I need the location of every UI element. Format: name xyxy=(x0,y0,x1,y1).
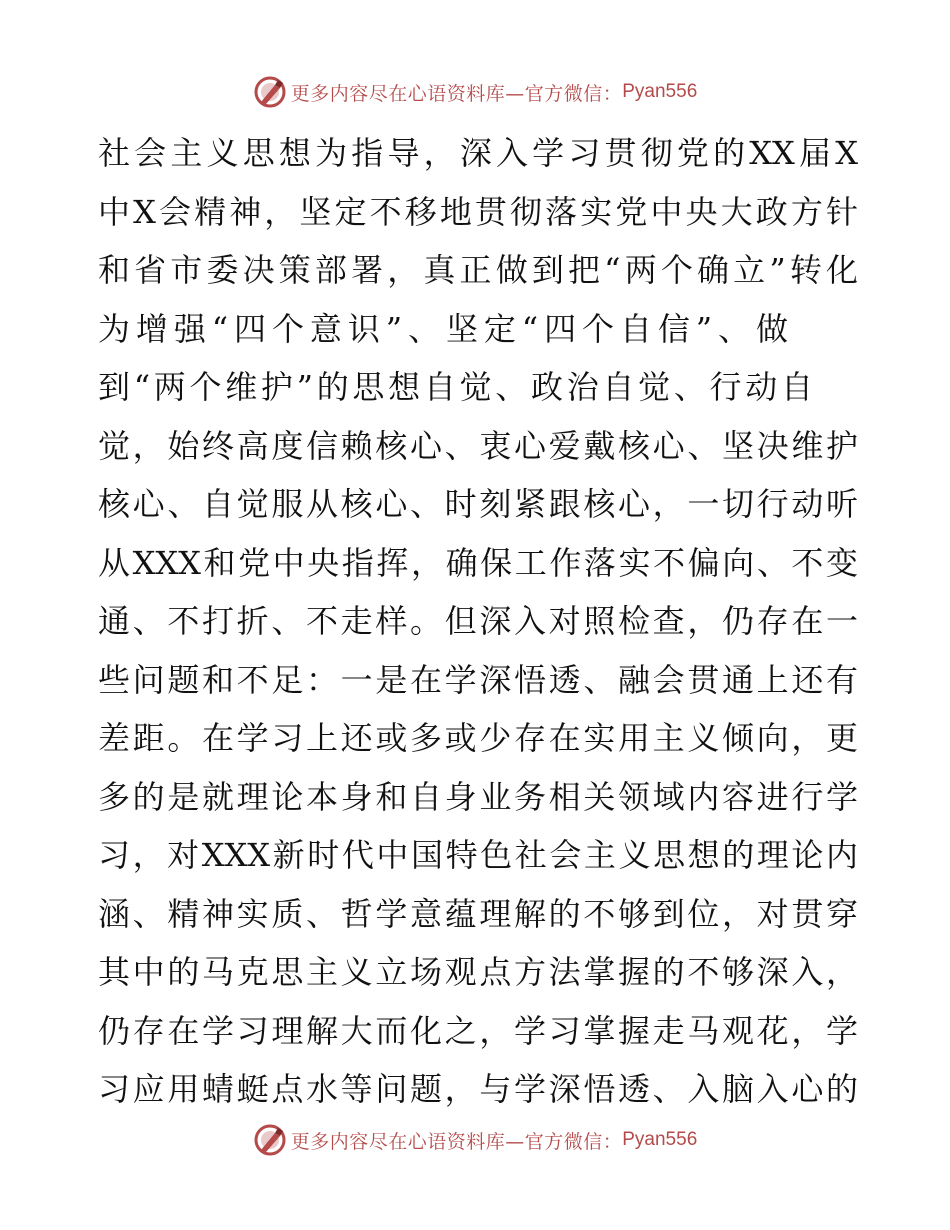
body-line: 从XXX和党中央指挥，确保工作落实不偏向、不变 xyxy=(98,543,858,582)
body-line: 涵、精神实质、哲学意蕴理解的不够到位，对贯穿 xyxy=(98,894,858,933)
body-line: 中X会精神，坚定不移地贯彻落实党中央大政方针 xyxy=(98,192,858,231)
footer-banner xyxy=(0,1118,950,1162)
header-banner xyxy=(0,70,950,114)
body-line: 差距。在学习上还或多或少存在实用主义倾向，更 xyxy=(98,719,858,757)
body-line: 仍存在学习理解大而化之，学习掌握走马观花，学 xyxy=(98,1011,858,1050)
body-line: 习应用蜻蜓点水等问题，与学深悟透、入脑入心的 xyxy=(98,1070,858,1108)
body-line: 些问题和不足：一是在学深悟透、融会贯通上还有 xyxy=(98,660,858,699)
footer-banner-text: 更多内容尽在心语资料库—官方微信： xyxy=(290,1130,623,1153)
header-wechat-id: Pyan556 xyxy=(622,81,698,102)
pen-logo-icon xyxy=(253,75,287,109)
body-line: 到“两个维护”的思想自觉、政治自觉、行动自 xyxy=(98,368,813,406)
header-banner-text: 更多内容尽在心语资料库—官方微信： xyxy=(290,82,623,105)
footer-wechat-id: Pyan556 xyxy=(622,1129,698,1150)
body-line: 觉，始终高度信赖核心、衷心爱戴核心、坚决维护 xyxy=(98,426,858,465)
document-body xyxy=(98,124,858,1119)
body-line: 和省市委决策部署，真正做到把“两个确立”转化 xyxy=(98,251,858,289)
body-line: 为增强“四个意识”、坚定“四个自信”、做 xyxy=(98,309,788,348)
body-line: 社会主义思想为指导，深入学习贯彻党的XX届X xyxy=(98,134,858,172)
body-line: 核心、自觉服从核心、时刻紧跟核心，一切行动听 xyxy=(98,485,858,523)
body-line: 通、不打折、不走样。但深入对照检查，仍存在一 xyxy=(98,602,858,640)
body-line: 其中的马克思主义立场观点方法掌握的不够深入， xyxy=(98,953,858,991)
body-line: 习，对XXX新时代中国特色社会主义思想的理论内 xyxy=(98,836,858,874)
pen-logo-icon xyxy=(253,1123,287,1157)
body-line: 多的是就理论本身和自身业务相关领域内容进行学 xyxy=(98,777,858,816)
